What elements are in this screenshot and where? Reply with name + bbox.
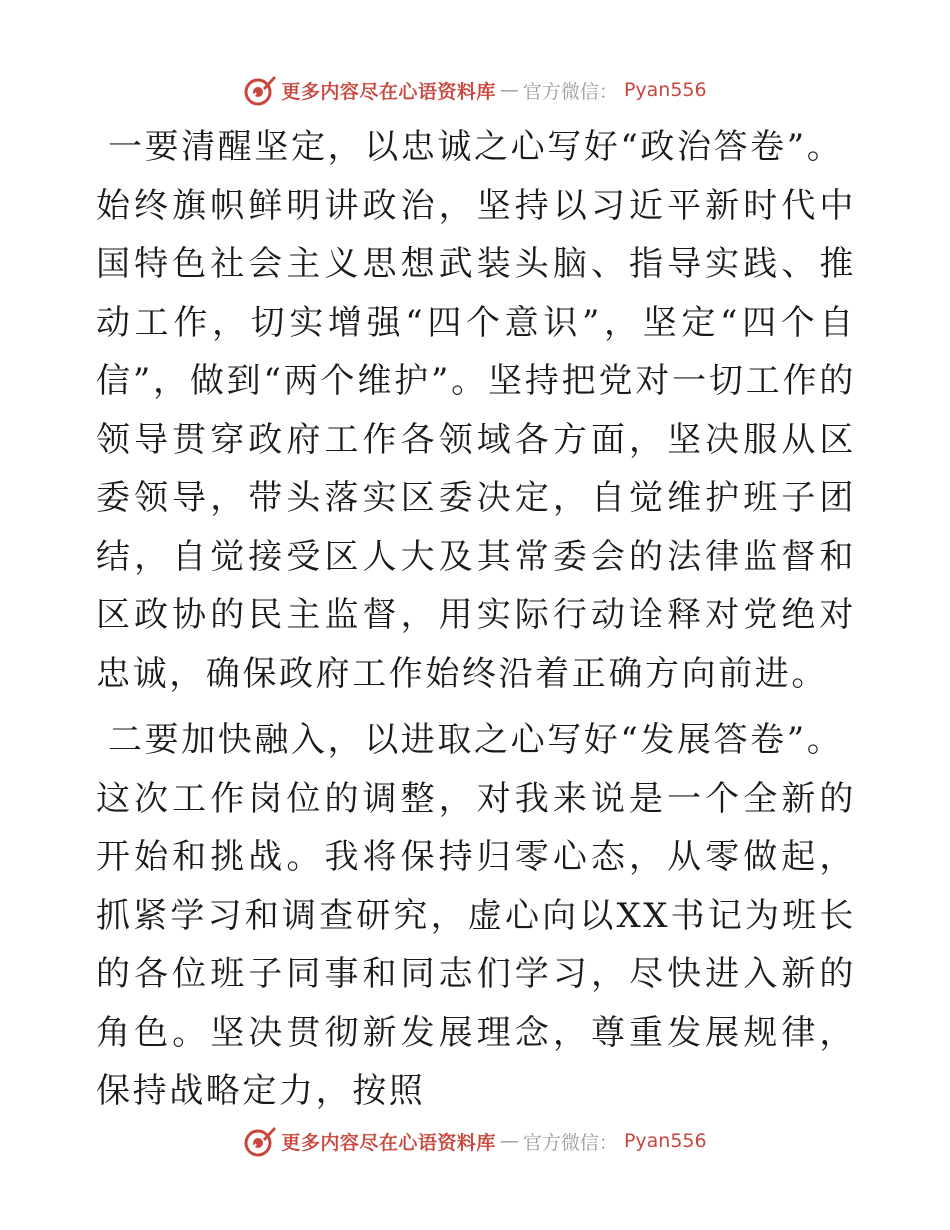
watermark-label: 官方微信： — [522, 1131, 618, 1154]
document-body — [96, 118, 856, 1121]
quill-pen-logo-icon — [243, 73, 277, 107]
paragraph-political — [96, 118, 856, 703]
paragraph-heading: 一要清醒坚定，以忠诚之心写好“政治答卷”。 — [108, 127, 844, 167]
watermark-dash: — — [499, 79, 519, 101]
watermark-label: 官方微信： — [522, 80, 618, 103]
watermark-brand-text: 更多内容尽在心语资料库 — [281, 80, 496, 103]
paragraph-text: 这次工作岗位的调整，对我来说是一个全新的开始和挑战。我将保持归零心态，从零做起，抓紧学习和调查研究，虚心向以XX书记为班长的各位班子同事和同志们学习，尽快进入新的角色。坚决贯彻新发展理念，尊重发展规律，保持战略定力，按照 — [96, 778, 856, 1111]
quill-pen-logo-icon — [243, 1124, 277, 1158]
header-watermark — [0, 70, 950, 110]
watermark-wechat-id: Pyan556 — [623, 79, 707, 101]
footer-watermark — [0, 1121, 950, 1161]
watermark-brand-text: 更多内容尽在心语资料库 — [281, 1131, 496, 1154]
paragraph-text: 始终旗帜鲜明讲政治，坚持以习近平新时代中国特色社会主义思想武装头脑、指导实践、推动工作，切实增强“四个意识”，坚定“四个自信”，做到“两个维护”。坚持把党对一切工作的领导贯穿政府工作各领域各方面，坚决服从区委领导，带头落实区委决定，自觉维护班子团结，自觉接受区人大及其常委会的法律监督和区政协的民主监督，用实际行动诠释对党绝对忠诚，确保政府工作始终沿着正确方向前进。 — [96, 185, 856, 694]
watermark-dash: — — [499, 1130, 519, 1152]
paragraph-heading: 二要加快融入，以进取之心写好“发展答卷”。 — [108, 720, 844, 760]
paragraph-development — [96, 711, 856, 1121]
watermark-wechat-id: Pyan556 — [623, 1130, 707, 1152]
